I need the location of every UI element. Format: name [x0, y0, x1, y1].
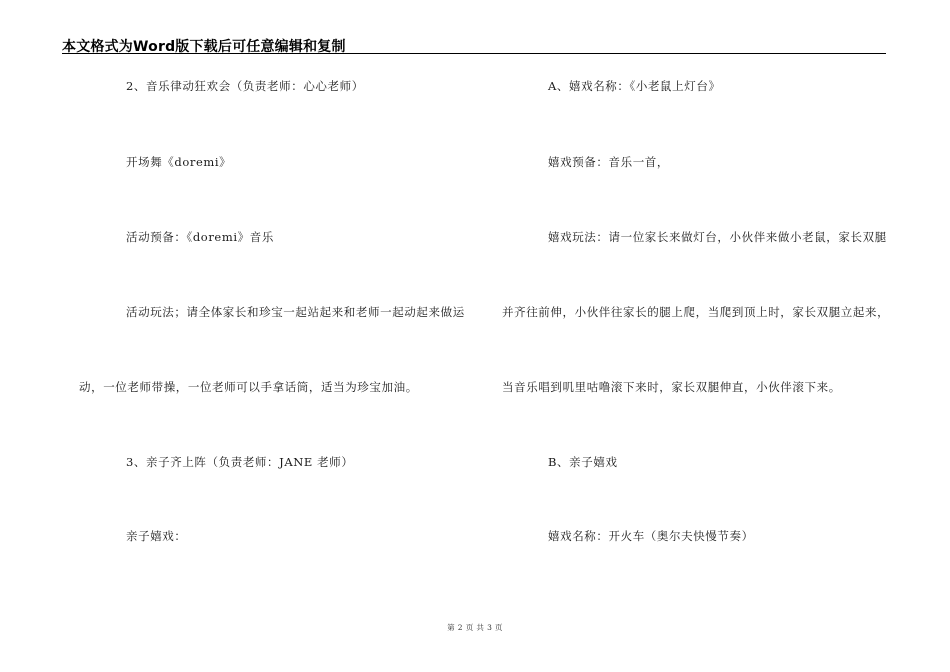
right-line-5: 当音乐唱到叽里咕噜滚下来时，家长双腿伸直，小伙伴滚下来。: [502, 380, 841, 394]
left-line-4: 活动玩法；请全体家长和珍宝一起站起来和老师一起动起来做运: [126, 305, 465, 319]
page-number-footer: 第 2 页 共 3 页: [447, 623, 503, 632]
right-line-2: 嬉戏预备：音乐一首，: [548, 155, 669, 169]
header-divider: [62, 53, 886, 54]
left-line-5: 动，一位老师带操，一位老师可以手拿话筒，适当为珍宝加油。: [79, 380, 418, 394]
right-line-3: 嬉戏玩法：请一位家长来做灯台，小伙伴来做小老鼠，家长双腿: [548, 230, 887, 244]
right-line-7: 嬉戏名称：开火车（奥尔夫快慢节奏）: [548, 529, 754, 543]
document-header-title: 本文格式为Word版下载后可任意编辑和复制: [62, 39, 346, 55]
left-line-1: 2、音乐律动狂欢会（负责老师：心心老师）: [126, 79, 364, 93]
right-line-4: 并齐往前伸，小伙伴往家长的腿上爬，当爬到顶上时，家长双腿立起来，: [502, 305, 890, 319]
right-line-1: A、嬉戏名称：《小老鼠上灯台》: [548, 79, 721, 93]
right-line-6: B、亲子嬉戏: [548, 455, 618, 469]
left-line-7: 亲子嬉戏：: [126, 529, 187, 543]
left-line-6: 3、亲子齐上阵（负责老师：JANE 老师）: [126, 455, 354, 469]
left-line-2: 开场舞《doremi》: [126, 155, 232, 169]
left-line-3: 活动预备：《doremi》音乐: [126, 230, 274, 244]
